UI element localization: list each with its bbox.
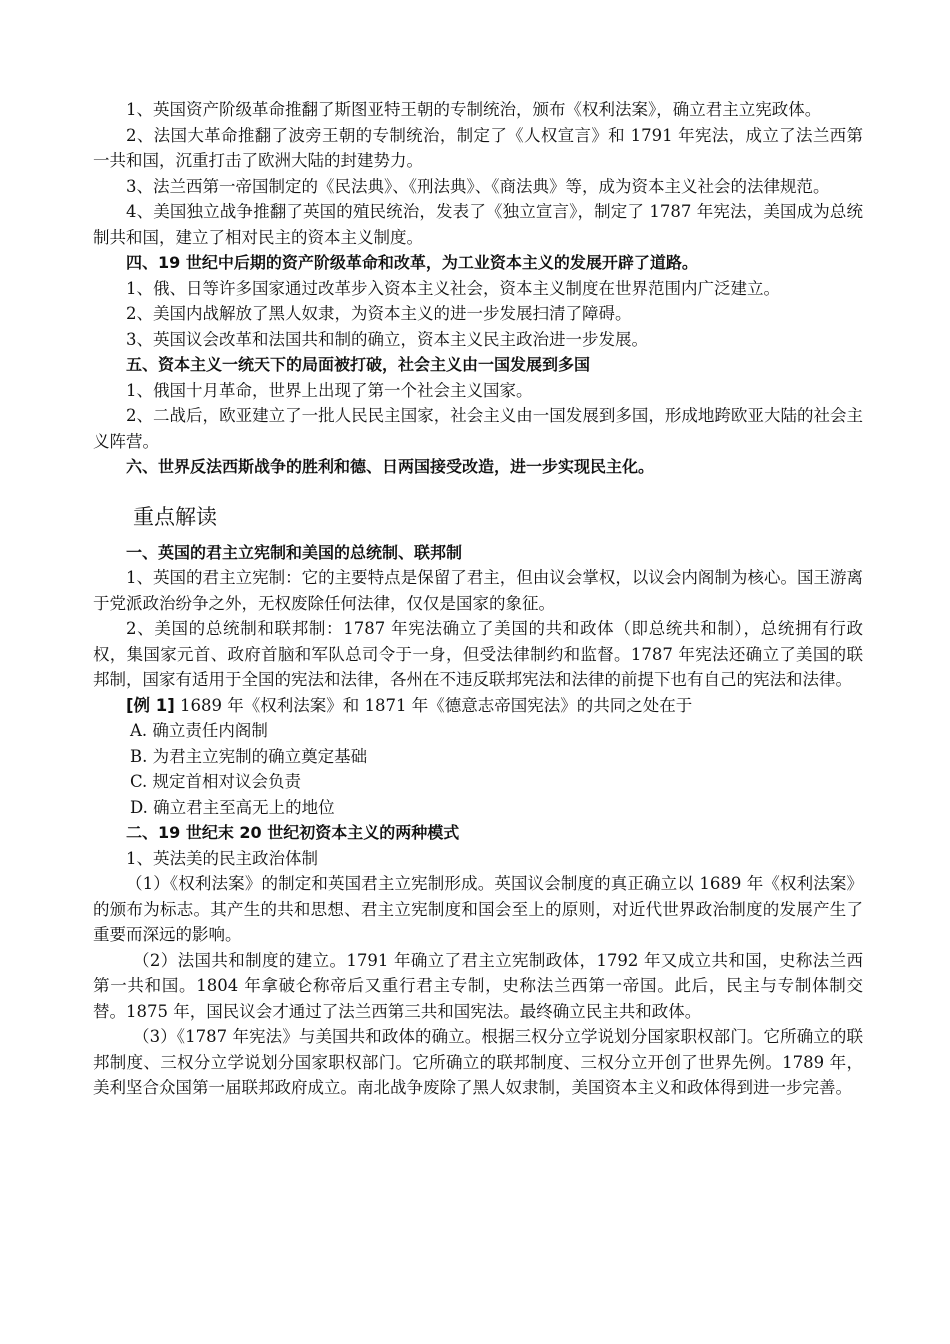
- paragraph: （1）《权利法案》的制定和英国君主立宪制形成。英国议会制度的真正确立以 1689 年《权利法案》的颁布为标志。其产生的共和思想、君主立宪制度和国会至上的原则，对近代世界政治制度的发展产生了重要而深远的影响。: [93, 874, 863, 944]
- option-a: A. 确立责任内阁制: [130, 721, 268, 740]
- document-page: [93, 97, 863, 1101]
- paragraph: 1、英国资产阶级革命推翻了斯图亚特王朝的专制统治，颁布《权利法案》，确立君主立宪政体。: [126, 100, 822, 119]
- option-c: C. 规定首相对议会负责: [130, 772, 302, 791]
- paragraph: 2、二战后，欧亚建立了一批人民民主国家，社会主义由一国发展到多国，形成地跨欧亚大陆的社会主义阵营。: [93, 406, 863, 451]
- paragraph: 1、英国的君主立宪制：它的主要特点是保留了君主，但由议会掌权，以议会内阁制为核心。国王游离于党派政治纷争之外，无权废除任何法律，仅仅是国家的象征。: [93, 568, 863, 613]
- section-heading: 六、世界反法西斯战争的胜利和德、日两国接受改造，进一步实现民主化。: [126, 457, 655, 476]
- paragraph: 2、法国大革命推翻了波旁王朝的专制统治，制定了《人权宣言》和 1791 年宪法，成立了法兰西第一共和国，沉重打击了欧洲大陆的封建势力。: [93, 125, 863, 170]
- paragraph: 4、美国独立战争推翻了英国的殖民统治，发表了《独立宣言》，制定了 1787 年宪法，美国成为总统制共和国，建立了相对民主的资本主义制度。: [93, 202, 863, 247]
- example-question: [93, 693, 863, 719]
- paragraph: （2）法国共和制度的建立。1791 年确立了君主立宪制政体，1792 年又成立共和国，史称法兰西第一共和国。1804 年拿破仑称帝后又重行君主专制，史称法兰西第一帝国。此后，民主与专制体制交替。1875 年，国民议会才通过了法兰西第三共和国宪法。最终确立民主共和政体。: [93, 950, 863, 1021]
- paragraph: 1、俄、日等许多国家通过改革步入资本主义社会，资本主义制度在世界范围内广泛建立。: [126, 278, 780, 298]
- option-b: B. 为君主立宪制的确立奠定基础: [130, 746, 368, 766]
- example-question-text: 1689 年《权利法案》和 1871 年《德意志帝国宪法》的共同之处在于: [174, 695, 693, 715]
- paragraph: 3、法兰西第一帝国制定的《民法典》、《刑法典》、《商法典》等，成为资本主义社会的法律规范。: [126, 176, 830, 196]
- paragraph: （3）《1787 年宪法》与美国共和政体的确立。根据三权分立学说划分国家职权部门。它所确立的联邦制度、三权分立学说划分国家职权部门。它所确立的联邦制度、三权分立开创了世界先例。1789 年，美利坚合众国第一届联邦政府成立。南北战争废除了黑人奴隶制，美国资本主义和政体得到进一步完善。: [93, 1027, 863, 1097]
- page-section-title: 重点解读: [133, 504, 217, 529]
- paragraph: 2、美国的总统制和联邦制：1787 年宪法确立了美国的共和政体（即总统共和制），总统拥有行政权，集国家元首、政府首脑和军队总司令于一身，但受法律制约和监督。1787 年宪法还确立了美国的联邦制，国家有适用于全国的宪法和法律，各州在不违反联邦宪法和法律的前提下也有自己的宪法和法律。: [93, 619, 863, 689]
- section-heading: 五、资本主义一统天下的局面被打破，社会主义由一国发展到多国: [126, 355, 591, 374]
- subheading: 1、英法美的民主政治体制: [126, 848, 318, 868]
- paragraph: 1、俄国十月革命，世界上出现了第一个社会主义国家。: [126, 380, 533, 400]
- option-d: D. 确立君主至高无上的地位: [130, 797, 335, 817]
- section-heading: 一、英国的君主立宪制和美国的总统制、联邦制: [126, 542, 463, 562]
- section-heading: 四、19 世纪中后期的资产阶级革命和改革，为工业资本主义的发展开辟了道路。: [126, 253, 698, 272]
- paragraph: 2、美国内战解放了黑人奴隶，为资本主义的进一步发展扫清了障碍。: [126, 304, 632, 323]
- section-heading: 二、19 世纪末 20 世纪初资本主义的两种模式: [126, 823, 460, 842]
- example-tag: [例 1]: [126, 695, 175, 715]
- paragraph: 3、英国议会改革和法国共和制的确立，资本主义民主政治进一步发展。: [126, 329, 648, 349]
